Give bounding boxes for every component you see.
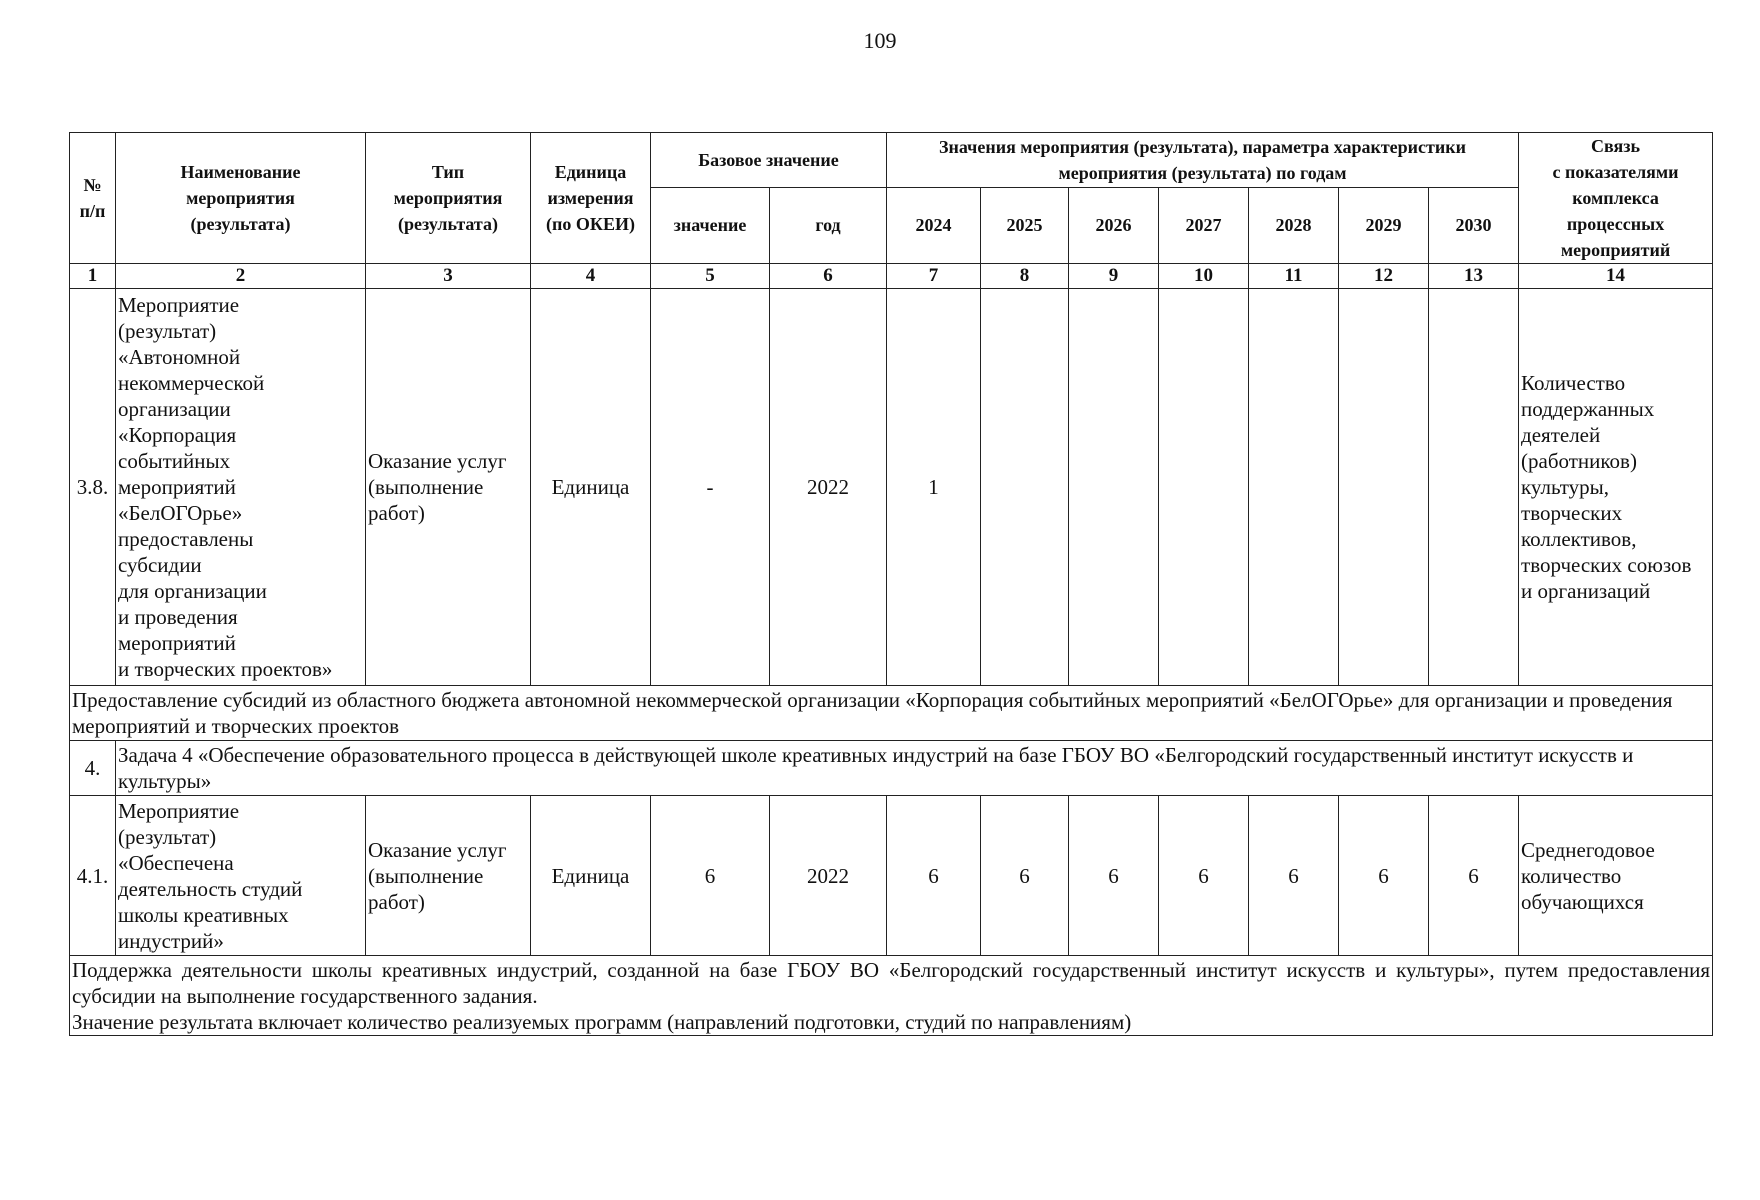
value-2026: 6	[1069, 796, 1159, 956]
page-number: 109	[863, 28, 897, 53]
measure-type: Оказание услуг (выполнение работ)	[366, 796, 531, 956]
value-2030	[1429, 289, 1519, 686]
task-row-4	[70, 741, 1713, 796]
measure-name: Мероприятие (результат) «Автономной некоммерческой организации «Корпорация событийных мероприятий «БелОГОрье» предоставлены субсидии для организации и проведения мероприятий и творческих проектов»	[116, 289, 366, 686]
measure-unit: Единица	[531, 289, 651, 686]
indicator-link: Среднегодовое количество обучающихся	[1519, 796, 1713, 956]
base-value: 6	[651, 796, 770, 956]
column-number: 13	[1429, 264, 1519, 289]
base-year: 2022	[770, 796, 887, 956]
header-year-2026: 2026	[1069, 187, 1159, 263]
value-2024: 6	[887, 796, 981, 956]
value-2028: 6	[1249, 796, 1339, 956]
measures-table	[69, 132, 1713, 1036]
header-num: № п/п	[70, 133, 116, 264]
column-number: 10	[1159, 264, 1249, 289]
header-name: Наименование мероприятия (результата)	[116, 133, 366, 264]
value-2027: 6	[1159, 796, 1249, 956]
header-type: Тип мероприятия (результата)	[366, 133, 531, 264]
header-base-year: год	[770, 187, 887, 263]
note-line-1: Поддержка деятельности школы креативных индустрий, созданной на базе ГБОУ ВО «Белгородский государственный институт искусств и культуры», путем предоставления субсидии на выполнение государственного задания.	[72, 957, 1711, 1008]
value-2024: 1	[887, 289, 981, 686]
value-2026	[1069, 289, 1159, 686]
task-text: Задача 4 «Обеспечение образовательного процесса в действующей школе креативных индустрий на базе ГБОУ ВО «Белгородский государственный институт искусств и культуры»	[116, 741, 1713, 796]
value-2029: 6	[1339, 796, 1429, 956]
note-row-4-1	[70, 956, 1713, 1036]
column-number: 9	[1069, 264, 1159, 289]
table-row-4-1	[70, 796, 1713, 956]
value-2025	[981, 289, 1069, 686]
header-year-2027: 2027	[1159, 187, 1249, 263]
header-base: Базовое значение	[651, 133, 887, 188]
column-number: 12	[1339, 264, 1429, 289]
value-2025: 6	[981, 796, 1069, 956]
table-row-3-8	[70, 289, 1713, 686]
task-number: 4.	[70, 741, 116, 796]
header-year-2028: 2028	[1249, 187, 1339, 263]
column-number: 14	[1519, 264, 1713, 289]
column-number: 6	[770, 264, 887, 289]
row-number: 4.1.	[70, 796, 116, 956]
value-2029	[1339, 289, 1429, 686]
note-line-2: Значение результата включает количество реализуемых программ (направлений подготовки, студий по направлениям)	[72, 1009, 1132, 1034]
header-year-2025: 2025	[981, 187, 1069, 263]
column-number: 3	[366, 264, 531, 289]
measure-name: Мероприятие (результат) «Обеспечена деятельность студий школы креативных индустрий»	[116, 796, 366, 956]
column-number: 8	[981, 264, 1069, 289]
note-row-3-8	[70, 686, 1713, 741]
value-2027	[1159, 289, 1249, 686]
header-year-2030: 2030	[1429, 187, 1519, 263]
measure-unit: Единица	[531, 796, 651, 956]
value-2028	[1249, 289, 1339, 686]
column-numbers-row	[70, 264, 1713, 289]
header-values-title: Значения мероприятия (результата), параметра характеристики мероприятия (результата) по годам	[887, 133, 1519, 188]
column-number: 7	[887, 264, 981, 289]
base-value: -	[651, 289, 770, 686]
header-year-2029: 2029	[1339, 187, 1429, 263]
note-text: Предоставление субсидий из областного бюджета автономной некоммерческой организации «Корпорация событийных мероприятий «БелОГОрье» для организации и проведения мероприятий и творческих проектов	[70, 686, 1713, 741]
indicator-link: Количество поддержанных деятелей (работников) культуры, творческих коллективов, творческих союзов и организаций	[1519, 289, 1713, 686]
header-unit: Единица измерения (по ОКЕИ)	[531, 133, 651, 264]
row-number: 3.8.	[70, 289, 116, 686]
note-text	[70, 956, 1713, 1036]
column-number: 2	[116, 264, 366, 289]
column-number: 5	[651, 264, 770, 289]
header-year-2024: 2024	[887, 187, 981, 263]
header-base-value: значение	[651, 187, 770, 263]
base-year: 2022	[770, 289, 887, 686]
header-link: Связь с показателями комплекса процессных мероприятий	[1519, 133, 1713, 264]
column-number: 1	[70, 264, 116, 289]
value-2030: 6	[1429, 796, 1519, 956]
column-number: 11	[1249, 264, 1339, 289]
measure-type: Оказание услуг (выполнение работ)	[366, 289, 531, 686]
column-number: 4	[531, 264, 651, 289]
